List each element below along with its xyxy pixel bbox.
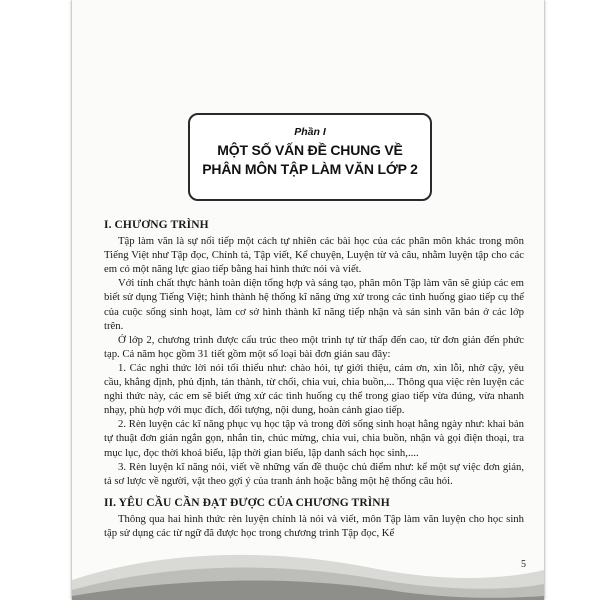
paragraph: Ở lớp 2, chương trình được cấu trúc theo một trình tự từ thấp đến cao, từ đơn giản đến phức tạp. Cả năm học gồm 31 tiết gồm một số loại bài đơn giản sau đây:: [104, 333, 524, 360]
paragraph: Tập làm văn là sự nối tiếp một cách tự nhiên các bài học của các phân môn khác trong môn Tiếng Việt như Tập đọc, Chính tả, Tập viết, Kể chuyện, Luyện từ và câu, nhằm luyện tập cho các em có một năng lực giao tiếp bằng hai hình thức nói và viết.: [104, 235, 524, 276]
section-heading-program: I. CHƯƠNG TRÌNH: [104, 219, 209, 231]
chapter-title-line-1: MỘT SỐ VẤN ĐỀ CHUNG VỀ: [217, 142, 403, 158]
paragraph: Với tính chất thực hành toàn diện tổng hợp và sáng tạo, phân môn Tập làm văn sẽ giúp các em biết sử dụng Tiếng Việt; hình thành hệ thống kĩ năng ứng xử trong các tình huống giao tiếp cụ thể của cuộc sống sinh hoạt, làm cơ sở hình thành kĩ năng tiếp nhận và sản sinh văn bản ở các lớp trên.: [104, 277, 524, 332]
chapter-title-line-2: PHÂN MÔN TẬP LÀM VĂN LỚP 2: [202, 161, 418, 177]
paragraph: 1. Các nghi thức lời nói tối thiểu như: chào hỏi, tự giới thiệu, cảm ơn, xin lỗi, nhờ cậy, yêu cầu, khẳng định, phủ định, tán thành, từ chối, chia vui, chia buồn,... Thông qua việc rèn luyện các nghi thức này, các em sẽ biết ứng xử các tình huống cụ thể trong giao tiếp vừa đúng, vừa nhanh nhạy, phù hợp với mục đích, đối tượng, nội dung, hoàn cảnh giao tiếp.: [104, 361, 524, 417]
page-number: 5: [521, 559, 526, 570]
paragraph: Thông qua hai hình thức rèn luyện chính là nói và viết, môn Tập làm văn luyện cho học sinh tập sử dụng các từ ngữ đã được học trong chương trình Tập đọc, Kể: [104, 512, 524, 539]
page-body: [104, 218, 524, 540]
decorative-wave: [72, 540, 544, 600]
section-heading-requirements: II. YÊU CẦU CẦN ĐẠT ĐƯỢC CỦA CHƯƠNG TRÌNH: [104, 496, 390, 509]
book-page: [72, 0, 544, 600]
paragraph: 2. Rèn luyện các kĩ năng phục vụ học tập và trong đời sống sinh hoạt hằng ngày như: khai bản tự thuật đơn giản ngắn gọn, nhắn tin, chúc mừng, chia vui, chia buồn, nhận và gọi điện thoại, tra mục lục, đọc thời khoá biểu, lập thời gian biểu, lập danh sách học sinh,....: [104, 418, 524, 459]
paragraph: 3. Rèn luyện kĩ năng nói, viết về những vấn đề thuộc chủ điểm như: kể một sự việc đơn giản, tả sơ lược về người, vật theo gợi ý của tranh ảnh hoặc bằng một hệ thống câu hỏi.: [104, 460, 524, 487]
chapter-title-box: [188, 113, 432, 201]
part-label: Phần I: [294, 126, 326, 138]
